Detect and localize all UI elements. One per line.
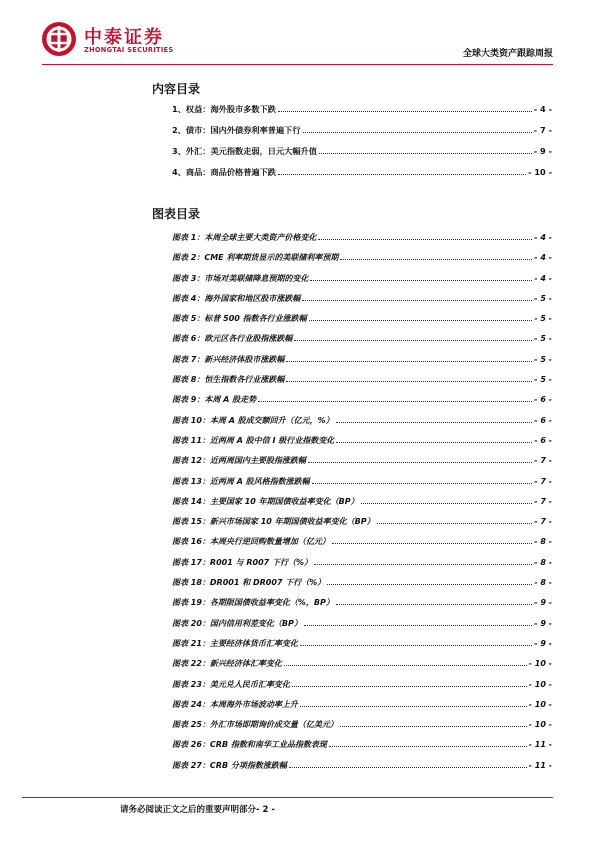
leader-dots bbox=[286, 354, 532, 362]
figure-item[interactable] bbox=[172, 435, 552, 455]
figure-item-label: 图表 12：近两周国内主要股指涨跌幅 bbox=[172, 456, 306, 466]
figure-item-page: - 8 - bbox=[534, 557, 552, 567]
figure-item-page: - 4 - bbox=[534, 253, 552, 263]
leader-dots bbox=[340, 719, 527, 727]
figure-item-page: - 11 - bbox=[528, 760, 552, 770]
leader-dots bbox=[336, 435, 532, 443]
figure-item-page: - 10 - bbox=[528, 659, 552, 669]
company-logo bbox=[42, 22, 182, 62]
figure-item-label: 图表 21：主要经济体货币汇率变化 bbox=[172, 638, 298, 648]
figure-item[interactable] bbox=[172, 557, 552, 577]
contents-item[interactable] bbox=[172, 125, 552, 146]
leader-dots bbox=[336, 415, 533, 423]
figure-item[interactable] bbox=[172, 658, 552, 678]
figure-item-page: - 10 - bbox=[528, 679, 552, 689]
figure-item-label: 图表 2：CME 利率期货显示的美联储利率预期 bbox=[172, 253, 339, 263]
figures-list bbox=[172, 232, 552, 780]
leader-dots bbox=[278, 104, 532, 112]
figure-item-page: - 6 - bbox=[534, 415, 552, 425]
figure-item-label: 图表 25：外汇市场即期询价成交量（亿美元） bbox=[172, 720, 338, 730]
figure-item[interactable] bbox=[172, 252, 552, 272]
leader-dots bbox=[312, 476, 533, 484]
contents-item-label: 4、商品：商品价格普遍下跌 bbox=[172, 167, 276, 177]
figure-item-label: 图表 22：新兴经济体汇率变化 bbox=[172, 659, 282, 669]
figure-item[interactable] bbox=[172, 516, 552, 536]
leader-dots bbox=[318, 232, 532, 240]
disclaimer-note: 请务必阅读正文之后的重要声明部分 bbox=[120, 805, 257, 815]
leader-dots bbox=[284, 658, 527, 666]
figure-item-label: 图表 13：近两周 A 股风格指数涨跌幅 bbox=[172, 476, 310, 486]
leader-dots bbox=[309, 313, 533, 321]
figure-item-label: 图表 16：本周央行逆回购数量增加（亿元） bbox=[172, 537, 330, 547]
contents-item-page: - 7 - bbox=[533, 125, 552, 135]
figure-item[interactable] bbox=[172, 496, 552, 516]
leader-dots bbox=[302, 293, 532, 301]
logo-emblem-icon bbox=[42, 22, 76, 56]
figure-item[interactable] bbox=[172, 374, 552, 394]
figure-item[interactable] bbox=[172, 597, 552, 617]
figure-item[interactable] bbox=[172, 232, 552, 252]
leader-dots bbox=[340, 252, 532, 260]
figure-item-label: 图表 8：恒生指数各行业涨跌幅 bbox=[172, 375, 285, 385]
figure-item[interactable] bbox=[172, 394, 552, 414]
leader-dots bbox=[300, 699, 527, 707]
contents-item-label: 3、外汇：美元指数走弱，日元大幅升值 bbox=[172, 146, 317, 156]
contents-list bbox=[172, 104, 552, 188]
figure-item-page: - 5 - bbox=[534, 354, 552, 364]
contents-item[interactable] bbox=[172, 104, 552, 125]
leader-dots bbox=[308, 455, 532, 463]
figure-item-page: - 10 - bbox=[528, 699, 552, 709]
figure-item-page: - 9 - bbox=[534, 598, 552, 608]
figure-item[interactable] bbox=[172, 476, 552, 496]
leader-dots bbox=[278, 167, 526, 175]
page-footer bbox=[120, 803, 275, 815]
contents-item-page: - 10 - bbox=[528, 167, 552, 177]
figure-item-page: - 11 - bbox=[528, 740, 552, 750]
report-title: 全球大类资产跟踪周报 bbox=[462, 49, 553, 59]
header-divider bbox=[42, 64, 553, 65]
figure-item-page: - 5 - bbox=[534, 314, 552, 324]
figure-item-page: - 4 - bbox=[534, 233, 552, 242]
figure-item[interactable] bbox=[172, 536, 552, 556]
leader-dots bbox=[332, 536, 532, 544]
figure-item-label: 图表 5：标普 500 指数各行业涨跌幅 bbox=[172, 314, 307, 324]
contents-item-label: 2、债市：国内外债券利率普遍下行 bbox=[172, 125, 301, 135]
figure-item-label: 图表 6：欧元区各行业股指涨跌幅 bbox=[172, 334, 293, 344]
figure-item-page: - 6 - bbox=[534, 395, 552, 405]
figure-item-page: - 10 - bbox=[528, 720, 552, 730]
figure-item-label: 图表 18：DR001 和 DR007 下行（%） bbox=[172, 578, 326, 588]
figure-item-page: - 9 - bbox=[534, 638, 552, 648]
contents-item[interactable] bbox=[172, 167, 552, 188]
leader-dots bbox=[377, 516, 533, 524]
figure-item-label: 图表 15：新兴市场国家 10 年期国债收益率变化（BP） bbox=[172, 517, 375, 527]
figure-item-label: 图表 1：本周全球主要大类资产价格变化 bbox=[172, 233, 317, 242]
leader-dots bbox=[292, 679, 527, 687]
figure-item-page: - 7 - bbox=[534, 476, 552, 486]
figure-item-label: 图表 14：主要国家 10 年期国债收益率变化（BP） bbox=[172, 496, 359, 506]
figure-item-label: 图表 7：新兴经济体股市涨跌幅 bbox=[172, 354, 285, 364]
leader-dots bbox=[286, 374, 532, 382]
figure-item-page: - 7 - bbox=[534, 456, 552, 466]
figure-item[interactable] bbox=[172, 313, 552, 333]
leader-dots bbox=[303, 125, 532, 133]
contents-title: 内容目录 bbox=[152, 82, 201, 96]
figure-item-label: 图表 10：本周 A 股成交额回升（亿元，%） bbox=[172, 415, 334, 425]
figure-item-page: - 5 - bbox=[534, 375, 552, 385]
figure-item-page: - 9 - bbox=[534, 618, 552, 628]
figure-item-label: 图表 23：美元兑人民币汇率变化 bbox=[172, 679, 290, 689]
figure-item-label: 图表 27：CRB 分项指数涨跌幅 bbox=[172, 760, 287, 770]
figure-item-label: 图表 24：本周海外市场波动率上升 bbox=[172, 699, 298, 709]
figures-title: 图表目录 bbox=[152, 207, 201, 221]
leader-dots bbox=[361, 496, 533, 504]
figure-item[interactable] bbox=[172, 618, 552, 638]
figure-item[interactable] bbox=[172, 415, 552, 435]
figure-item[interactable] bbox=[172, 699, 552, 719]
logo-english-name: ZHONGTAI SECURITIES bbox=[84, 46, 174, 54]
figure-item-page: - 8 - bbox=[534, 578, 552, 588]
figure-item-page: - 4 - bbox=[534, 273, 552, 283]
page-header bbox=[0, 0, 595, 72]
leader-dots bbox=[319, 146, 532, 154]
figure-item-label: 图表 11：近两周 A 股中信 I 级行业指数变化 bbox=[172, 435, 335, 445]
figure-item-label: 图表 3：市场对美联储降息预期的变化 bbox=[172, 273, 309, 283]
figure-item[interactable] bbox=[172, 333, 552, 353]
footer-divider bbox=[22, 797, 553, 798]
figure-item-label: 图表 9：本周 A 股走势 bbox=[172, 395, 257, 405]
figure-item-label: 图表 17：R001 与 R007 下行（%） bbox=[172, 557, 313, 567]
figure-item-page: - 5 - bbox=[534, 334, 552, 344]
leader-dots bbox=[336, 597, 532, 605]
contents-item[interactable] bbox=[172, 146, 552, 167]
figure-item[interactable] bbox=[172, 455, 552, 475]
leader-dots bbox=[294, 333, 532, 341]
figure-item-page: - 8 - bbox=[534, 537, 552, 547]
figure-item-page: - 5 - bbox=[534, 293, 552, 303]
leader-dots bbox=[300, 638, 532, 646]
figure-item-label: 图表 20：国内信用利差变化（BP） bbox=[172, 618, 302, 628]
logo-chinese-name: 中泰证券 bbox=[84, 27, 164, 48]
figure-item[interactable] bbox=[172, 293, 552, 313]
figure-item[interactable] bbox=[172, 679, 552, 699]
figure-item-page: - 7 - bbox=[534, 496, 552, 506]
figure-item-page: - 6 - bbox=[534, 435, 552, 445]
figure-item-label: 图表 19：各期限国债收益率变化（%，BP） bbox=[172, 598, 334, 608]
leader-dots bbox=[329, 739, 527, 747]
figure-item-page: - 7 - bbox=[534, 517, 552, 527]
figure-item-label: 图表 26：CRB 指数和南华工业品指数表现 bbox=[172, 740, 327, 750]
leader-dots bbox=[258, 394, 532, 402]
leader-dots bbox=[289, 760, 527, 768]
figure-item[interactable] bbox=[172, 577, 552, 597]
figure-item[interactable] bbox=[172, 638, 552, 658]
leader-dots bbox=[310, 273, 532, 281]
figure-item[interactable] bbox=[172, 739, 552, 759]
figure-item[interactable] bbox=[172, 760, 552, 780]
figure-item[interactable] bbox=[172, 719, 552, 739]
page-number: - 2 - bbox=[256, 805, 275, 815]
contents-item-page: - 9 - bbox=[533, 146, 552, 156]
leader-dots bbox=[304, 618, 532, 626]
figure-item[interactable] bbox=[172, 354, 552, 374]
leader-dots bbox=[314, 557, 532, 565]
contents-item-page: - 4 - bbox=[533, 104, 552, 114]
contents-item-label: 1、权益：海外股市多数下跌 bbox=[172, 104, 276, 114]
figure-item-label: 图表 4：海外国家和地区股市涨跌幅 bbox=[172, 293, 301, 303]
figure-item[interactable] bbox=[172, 273, 552, 293]
leader-dots bbox=[327, 577, 532, 585]
